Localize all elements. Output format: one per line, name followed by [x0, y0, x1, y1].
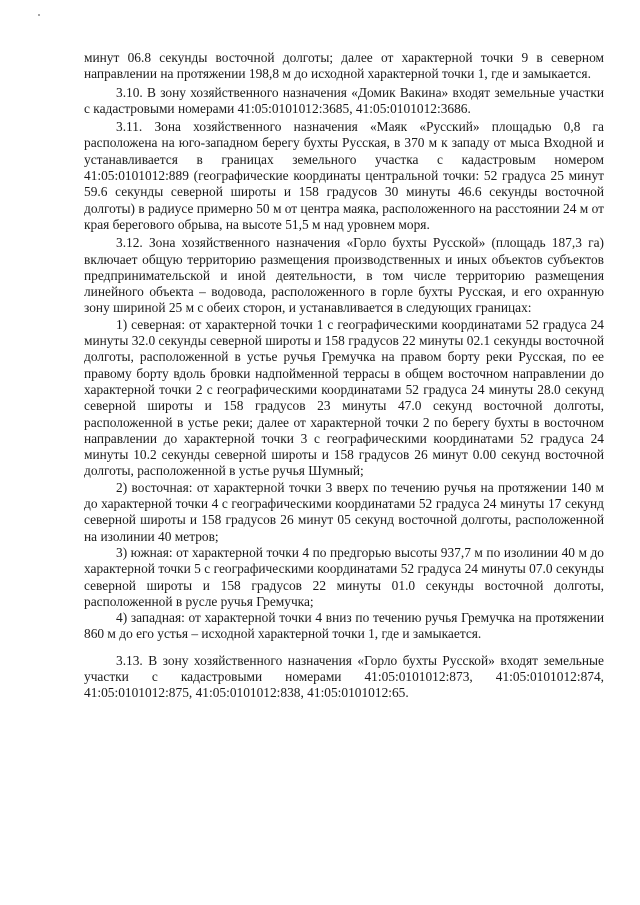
paragraph-boundary-south: 3) южная: от характерной точки 4 по предгорью высоты 937,7 м по изолинии 40 м до характерной точки 5 с географическими координатами 52 градуса 24 минуты 07.0 секунды северной широты и 158 градусов 22 минуты 01.0 секунды восточной долготы, расположенной в русле ручья Гремучка;	[84, 544, 604, 609]
paragraph-boundary-north: 1) северная: от характерной точки 1 с географическими координатами 52 градуса 24 минуты 32.0 секунды северной широты и 158 градусов 22 минуты 02.1 секунды восточной долготы, расположенной в устье ручья Гремучка на правом борту реки Русская, по ее правому борту вдоль бровки надпойменной террасы в общем восточном направлении до характерной точки 2 с географическими координатами 52 градуса 24 минуты 28.0 секунд северной широты и 158 градусов 23 минуты 47.0 секунд восточной долготы, расположенной в устье реки; далее от характерной точки 2 по берегу бухты в восточном направлении до характерной точки 3 с географическими координатами 52 градуса 24 минуты 10.2 секунды северной широты и 158 градусов 26 минут 0.00 секунд восточной долготы, расположенной в устье ручья Шумный;	[84, 316, 604, 479]
paragraph-3-10: 3.10. В зону хозяйственного назначения «Домик Вакина» входят земельные участки с кадастровыми номерами 41:05:0101012:3685, 41:05:0101012:3686.	[84, 84, 604, 116]
paragraph-boundary-east: 2) восточная: от характерной точки 3 вверх по течению ручья на протяжении 140 м до характерной точки 4 с географическими координатами 52 градуса 24 минуты 17 секунд северной широты и 158 градусов 26 минут 05 секунд восточной долготы, расположенной на изолинии 40 метров;	[84, 479, 604, 544]
paragraph-3-13: 3.13. В зону хозяйственного назначения «Горло бухты Русской» входят земельные участки с кадастровыми номерами 41:05:0101012:873, 41:05:0101012:874, 41:05:0101012:875, 41:05:0101012:838, 41:05:0101012:65.	[84, 652, 604, 701]
paragraph-boundary-west: 4) западная: от характерной точки 4 вниз по течению ручья Гремучка на протяжении 860 м до его устья – исходной характерной точки 1, где и замыкается.	[84, 610, 604, 642]
paragraph-3-12: 3.12. Зона хозяйственного назначения «Горло бухты Русской» (площадь 187,3 га) включает общую территорию размещения производственных и иных объектов субъектов предпринимательской и иной деятельности, в том числе территорию размещения линейного объекта – водовода, расположенного в горле бухты Русская, и его охранную зону шириной 25 м с обеих сторон, и устанавливается в следующих границах:	[84, 235, 604, 316]
paragraph-3-11: 3.11. Зона хозяйственного назначения «Маяк «Русский» площадью 0,8 га расположена на юго-западном берегу бухты Русская, в 370 м к западу от мыса Входной и устанавливается в границах земельного участка с кадастровым номером 41:05:0101012:889 (географические координаты центральной точки: 52 градуса 25 минут 59.6 секунды северной широты и 158 градусов 30 минуты 46.6 секунды восточной долготы) в радиусе примерно 50 м от центра маяка, расположенного на расстоянии 24 м от края берегового обрыва, на высоте 51,5 м над уровнем моря.	[84, 119, 604, 232]
paragraph-continuation: минут 06.8 секунды восточной долготы; далее от характерной точки 9 в северном направлении на протяжении 198,8 м до исходной характерной точки 1, где и замыкается.	[84, 50, 604, 82]
scan-artifact-dot	[38, 14, 40, 16]
document-page	[84, 50, 604, 702]
